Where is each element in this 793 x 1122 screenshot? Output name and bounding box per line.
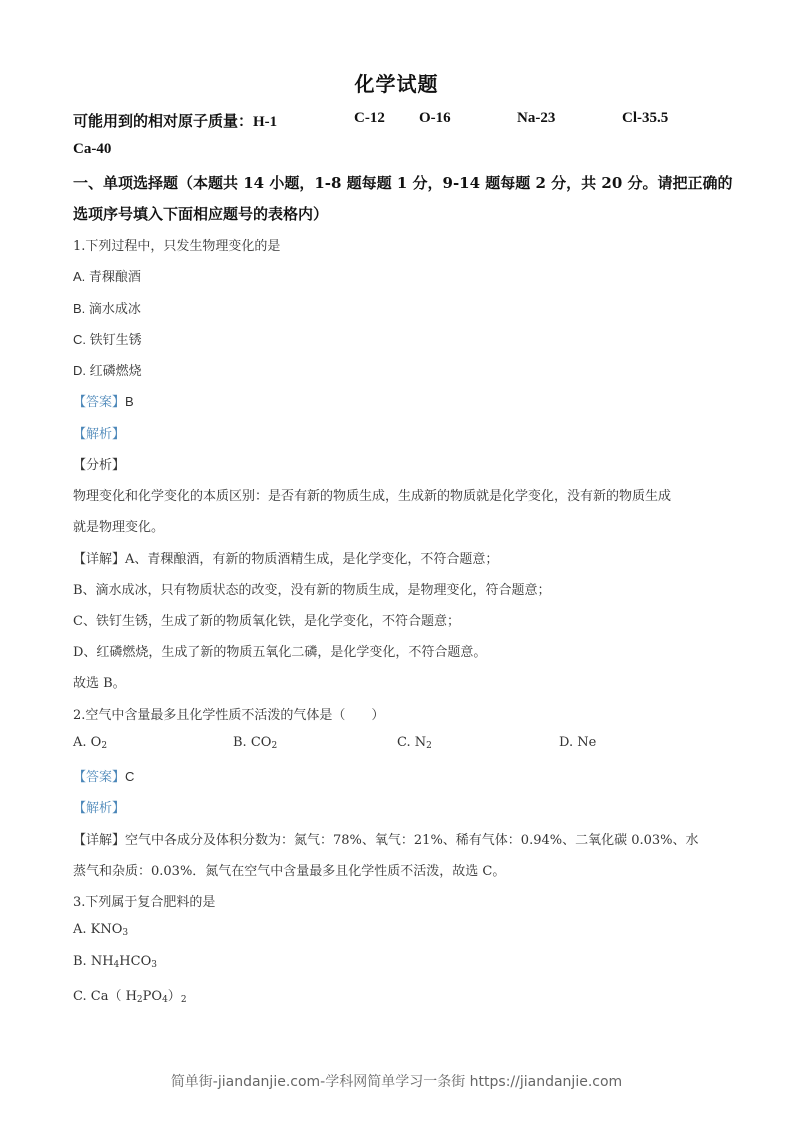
atomic-mass-o: O-16 [419, 110, 451, 126]
atomic-mass-c: C-12 [354, 110, 385, 126]
detail-line-d: D、红磷燃烧，生成了新的物质五氧化二磷，是化学变化，不符合题意。 [73, 645, 487, 660]
question-stem: 1.下列过程中，只发生物理变化的是 [73, 239, 281, 254]
answer-value: B [125, 394, 134, 409]
watermark-footer: 简单街-jiandanjie.com-学科网简单学习一条街 https://jiandanjie.com [170, 1074, 623, 1090]
question-stem: 2.空气中含量最多且化学性质不活泼的气体是（ ） [73, 708, 385, 723]
page-title: 化学试题 [354, 72, 439, 96]
option-d: D. 红磷燃烧 [73, 363, 142, 378]
answer-line [73, 766, 134, 785]
option-a: A. $KNO_3$ [73, 922, 129, 938]
analysis-label: 【解析】 [73, 426, 126, 441]
section-heading-line1: 一、单项选择题（本题共 14 小题，1-8 题每题 1 分，9-14 题每题 2 分，共 20 分。请把正确的 [73, 174, 733, 192]
detail-conclusion: 故选 B。 [73, 676, 126, 691]
option-a: A. $O_2$ [73, 735, 108, 751]
option-b: B. $NH_4HCO_3$ [73, 954, 157, 970]
detail-line-b: B、滴水成冰，只有物质状态的改变，没有新的物质生成，是物理变化，符合题意； [73, 583, 551, 598]
analysis-label: 【解析】 [73, 800, 126, 815]
option-b: B. 滴水成冰 [73, 301, 141, 316]
detail-line-2: 蒸气和杂质：0.03%．氮气在空气中含量最多且化学性质不活泼，故选 C。 [73, 864, 506, 879]
option-c: C. $N_2$ [397, 735, 432, 751]
question-stem: 3.下列属于复合肥料的是 [73, 895, 216, 910]
answer-label: 【答案】 [73, 394, 126, 409]
atomic-mass-label: 可能用到的相对原子质量：H-1 [73, 114, 278, 130]
fenxi-text-1: 物理变化和化学变化的本质区别：是否有新的物质生成，生成新的物质就是化学变化，没有新的物质生成 [73, 489, 672, 504]
detail-line-c: C、铁钉生锈，生成了新的物质氧化铁，是化学变化，不符合题意； [73, 614, 460, 629]
fenxi-label: 【分析】 [73, 458, 126, 473]
atomic-mass-na: Na-23 [517, 110, 556, 126]
detail-label: 【详解】 [73, 552, 126, 567]
option-c: C. 铁钉生锈 [73, 332, 142, 347]
answer-value: C [125, 769, 135, 784]
atomic-mass-cl: Cl-35.5 [622, 110, 669, 126]
fenxi-text-2: 就是物理变化。 [73, 520, 165, 535]
atomic-mass-ca: Ca-40 [73, 141, 112, 157]
detail-line-1: 【详解】空气中各成分及体积分数为：氮气：78%、氧气：21%、稀有气体：0.94%、二氧化碳 0.03%、水 [73, 833, 699, 848]
option-a: A. 青稞酿酒 [73, 269, 141, 284]
detail-line-a: 【详解】A、青稞酿酒，有新的物质酒精生成，是化学变化，不符合题意； [73, 552, 499, 567]
detail-label: 【详解】 [73, 833, 126, 848]
answer-line [73, 391, 134, 410]
option-b: B. $CO_2$ [233, 735, 278, 751]
section-heading-line2: 选项序号填入下面相应题号的表格内） [73, 205, 329, 223]
option-d: D. Ne [559, 735, 597, 750]
answer-label: 【答案】 [73, 769, 126, 784]
option-c: C. Ca（ $H_2PO_4)_2$ [73, 989, 187, 1005]
